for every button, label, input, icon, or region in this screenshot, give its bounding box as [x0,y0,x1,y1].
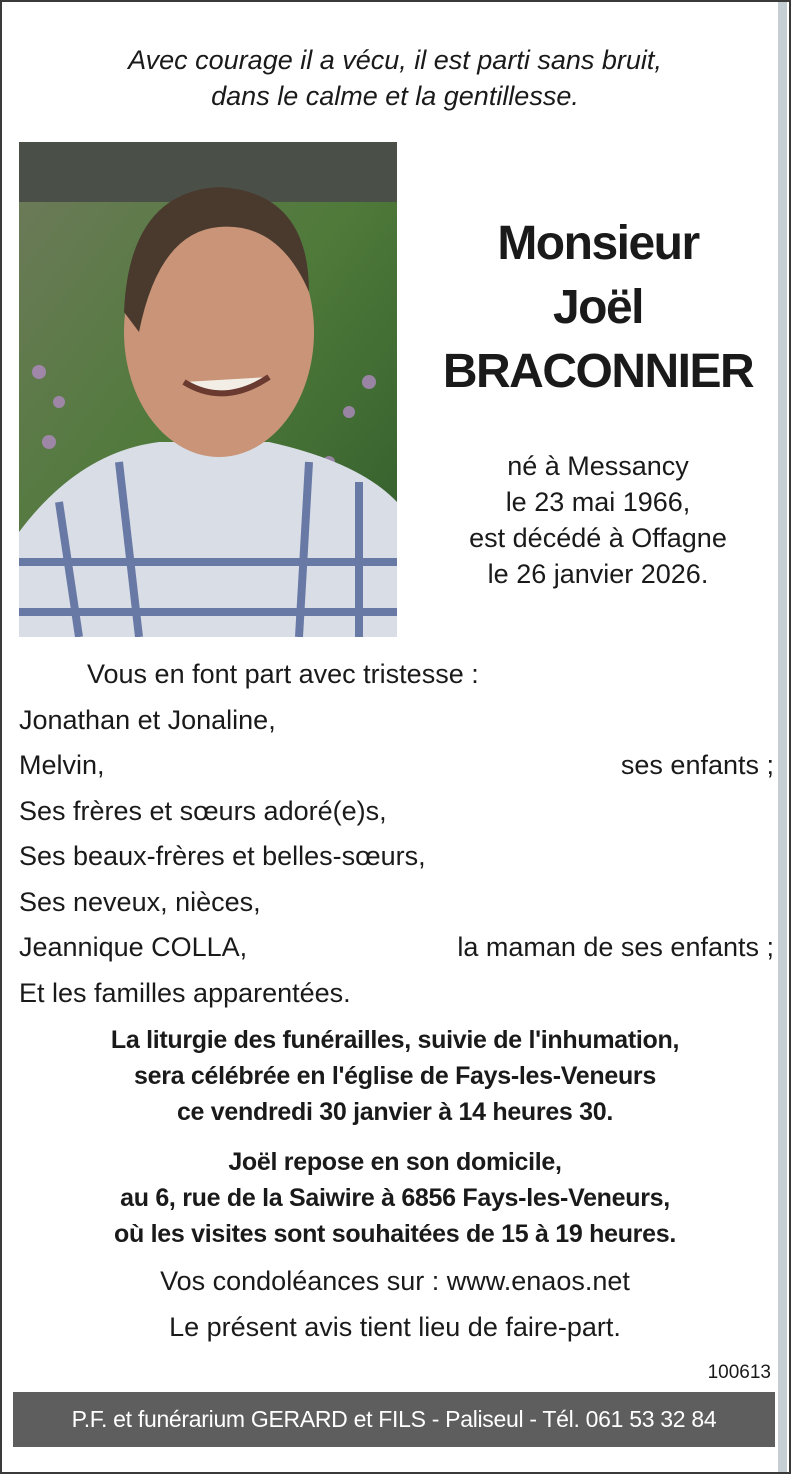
family-row [19,836,774,882]
condolences-text: Vos condoléances sur : www.enaos.net [160,1266,630,1296]
visit-line: où les visites sont souhaitées de 15 à 19 heures. [114,1220,676,1248]
reference-number: 100613 [707,1362,771,1383]
family-list [19,654,774,1018]
funeral-line: sera célébrée en l'église de Fays-les-Veneurs [134,1062,656,1090]
family-member: Et les familles apparentées. [19,977,351,1008]
birth-line: né à Messancy [507,451,689,481]
family-relation: ses enfants ; [620,750,774,780]
family-row [19,882,774,928]
funeral-line: La liturgie des funérailles, suivie de l'inhumation, [110,1026,680,1054]
family-member: Ses neveux, nièces, [19,886,261,917]
family-row [19,700,774,746]
side-strip [778,2,787,1472]
epitaph-quote [20,42,770,114]
first-name: Joël [552,281,644,334]
birth-death-info [420,448,776,592]
visit-line: Joël repose en son domicile, [228,1148,562,1176]
visitation-info [20,1144,770,1252]
deceased-name [420,212,776,404]
notice-text: Le présent avis tient lieu de faire-part. [169,1312,621,1342]
family-row [19,745,774,791]
family-member: Melvin, [19,750,105,780]
funeral-line: ce vendredi 30 janvier à 14 heures 30. [176,1098,614,1126]
last-name: BRACONNIER [442,345,754,398]
quote-line: Avec courage il a vécu, il est parti sans bruit, [128,45,662,75]
name-title: Monsieur [497,217,699,270]
birth-line: le 26 janvier 2026. [487,559,709,589]
family-row [19,791,774,837]
birth-line: est décédé à Offagne [469,523,727,553]
family-relation: la maman de ses enfants ; [457,932,774,962]
funeral-home-banner: P.F. et funérarium GERARD et FILS - Paliseul - Tél. 061 53 32 84 [13,1392,775,1447]
family-member: Jeannique COLLA, [19,932,248,962]
funeral-info [20,1022,770,1130]
family-row [19,973,774,1019]
family-member: Jonathan et Jonaline, [19,704,276,735]
family-row [19,927,774,973]
visit-line: au 6, rue de la Saiwire à 6856 Fays-les-Veneurs, [120,1184,670,1212]
family-member: Ses frères et sœurs adoré(e)s, [19,795,387,826]
birth-line: le 23 mai 1966, [505,487,691,517]
family-intro: Vous en font part avec tristesse : [87,659,479,689]
quote-line: dans le calme et la gentillesse. [211,81,579,111]
portrait-photo [19,142,397,637]
family-member: Ses beaux-frères et belles-sœurs, [19,841,426,871]
